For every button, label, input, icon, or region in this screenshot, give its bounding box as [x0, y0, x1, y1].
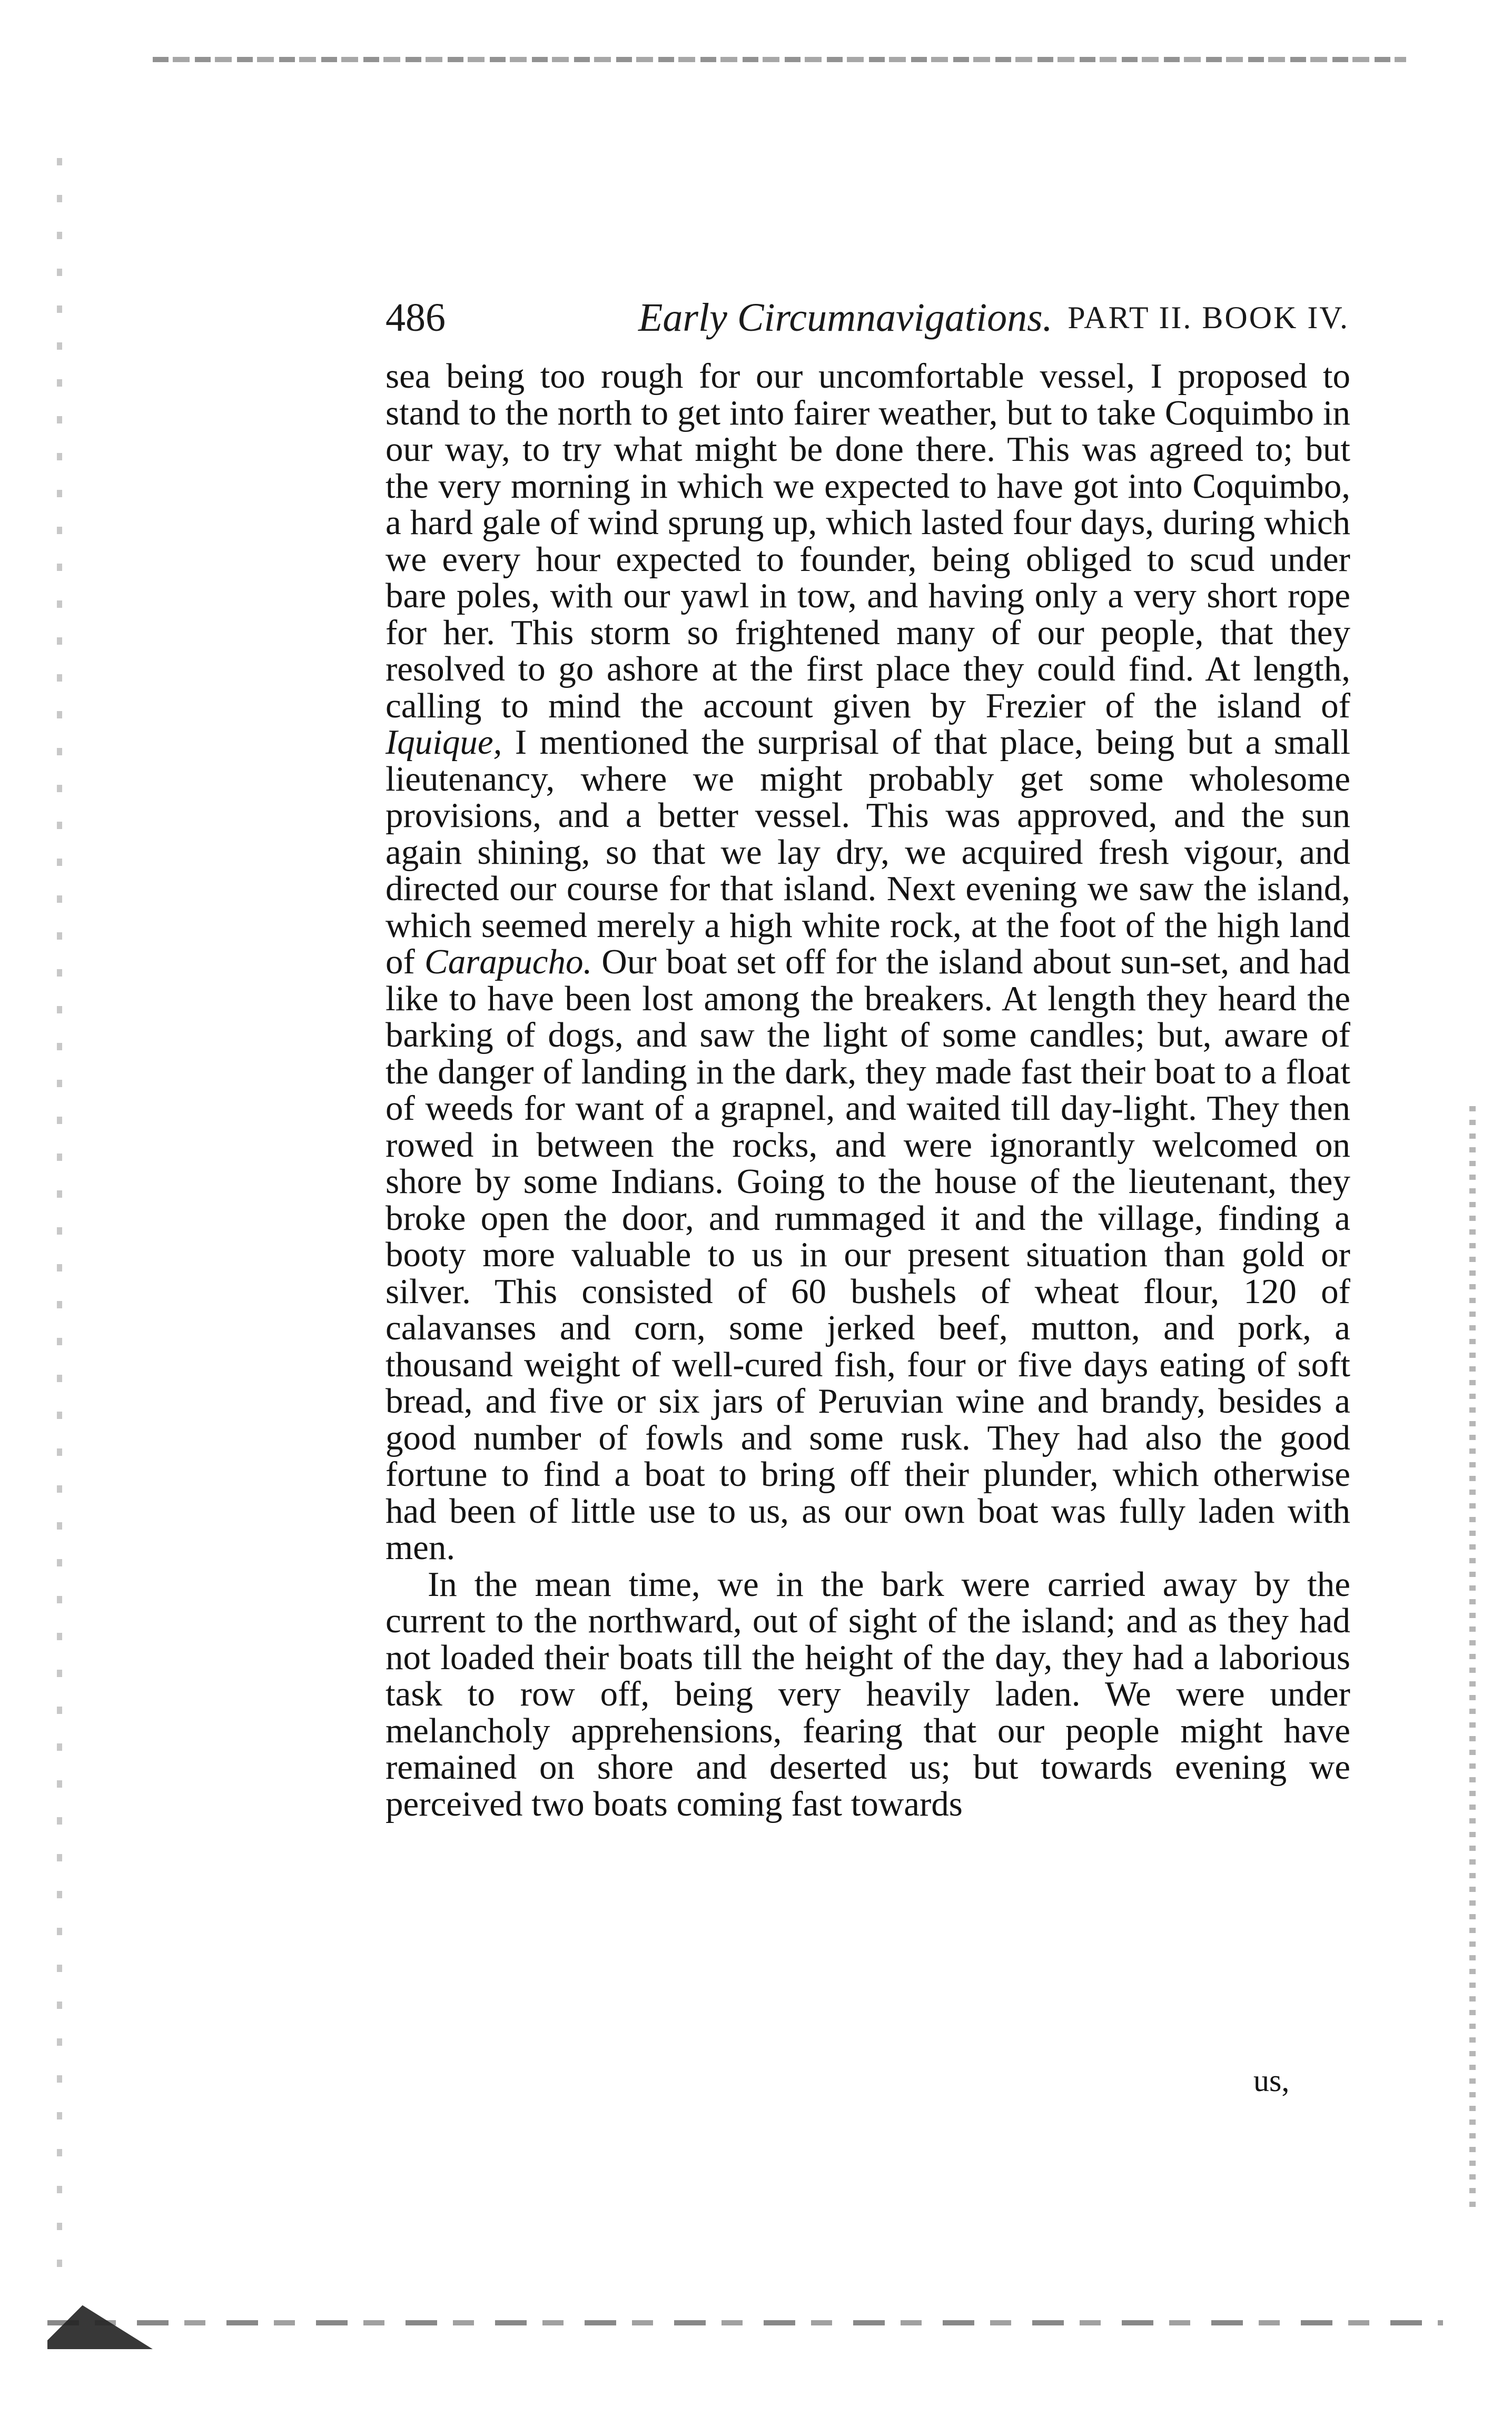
paragraph-1-text-b: I mentioned the surprisal of that place, being but a small lieutenancy, where we might probably get some wholesome provisions, and a better vessel. This was approved, and the sun again shining, so that we lay dry, we acquired fresh vigour, and directed our course for that island. Next evening we saw the island, which seemed merely a high white rock, at the foot of the high land of [386, 723, 1350, 981]
scan-edge-bottom [47, 2320, 1443, 2325]
body-text [386, 358, 1350, 1822]
paragraph-1-text-a: sea being too rough for our uncomfortable vessel, I proposed to stand to the north to get into fairer weather, but to take Coquimbo in our way, to try what might be done there. This was agreed to; but the very morning in which we expected to have got into Coquimbo, a hard gale of wind sprung up, which lasted four days, during which we every hour expected to founder, being obliged to scud under bare poles, with our yawl in tow, and having only a very short rope for her. This storm so frightened many of our people, that they resolved to go ashore at the first place they could find. At length, calling to mind the account given by Frezier of the island of [386, 357, 1350, 725]
scan-edge-top [153, 57, 1406, 62]
scan-edge-left [57, 158, 62, 2291]
running-title: Early Circumnavigations. [638, 295, 1053, 340]
place-name-iquique: Iquique, [386, 723, 502, 762]
paragraph-1-text-c: Our boat set off for the island about sun-set, and had like to have been lost among the breakers. At length they heard the barking of dogs, and saw the light of some candles; but, aware of the danger of landing in the dark, they made fast their boat to a float of weeds for want of a grapnel, and waited till day-light. They then rowed in between the rocks, and were ignorantly welcomed on shore by some Indians. Going to the house of the lieutenant, they broke open the door, and rummaged it and the village, finding a booty more valuable to us in our present situation than gold or silver. This consisted of 60 bushels of wheat flour, 120 of calavanses and corn, some jerked beef, mutton, and pork, a thousand weight of well-cured fish, four or five days eating of soft bread, and five or six jars of Peruvian wine and brandy, besides a good number of fowls and some rusk. They had also the good fortune to find a boat to bring off their plunder, which otherwise had been of little use to us, as our own boat was fully laden with men. [386, 942, 1351, 1567]
place-name-carapucho: Carapucho. [424, 942, 592, 981]
catchword: us, [1253, 2063, 1290, 2098]
page-number: 486 [386, 295, 446, 340]
paragraph-2: In the mean time, we in the bark were carried away by the current to the northward, out of sight of the island; and as they had not loaded their boats till the height of the day, they had a laborious task to row off, being very heavily laden. We were under melancholy apprehensions, fearing that our people might have remained on shore and deserted us; but towards evening we perceived two boats coming fast towards [386, 1564, 1350, 1823]
scan-edge-right [1469, 1106, 1476, 2212]
running-header [386, 289, 1349, 347]
paragraph-1 [386, 358, 1350, 1566]
part-book-label: PART II. BOOK IV. [1068, 300, 1349, 335]
